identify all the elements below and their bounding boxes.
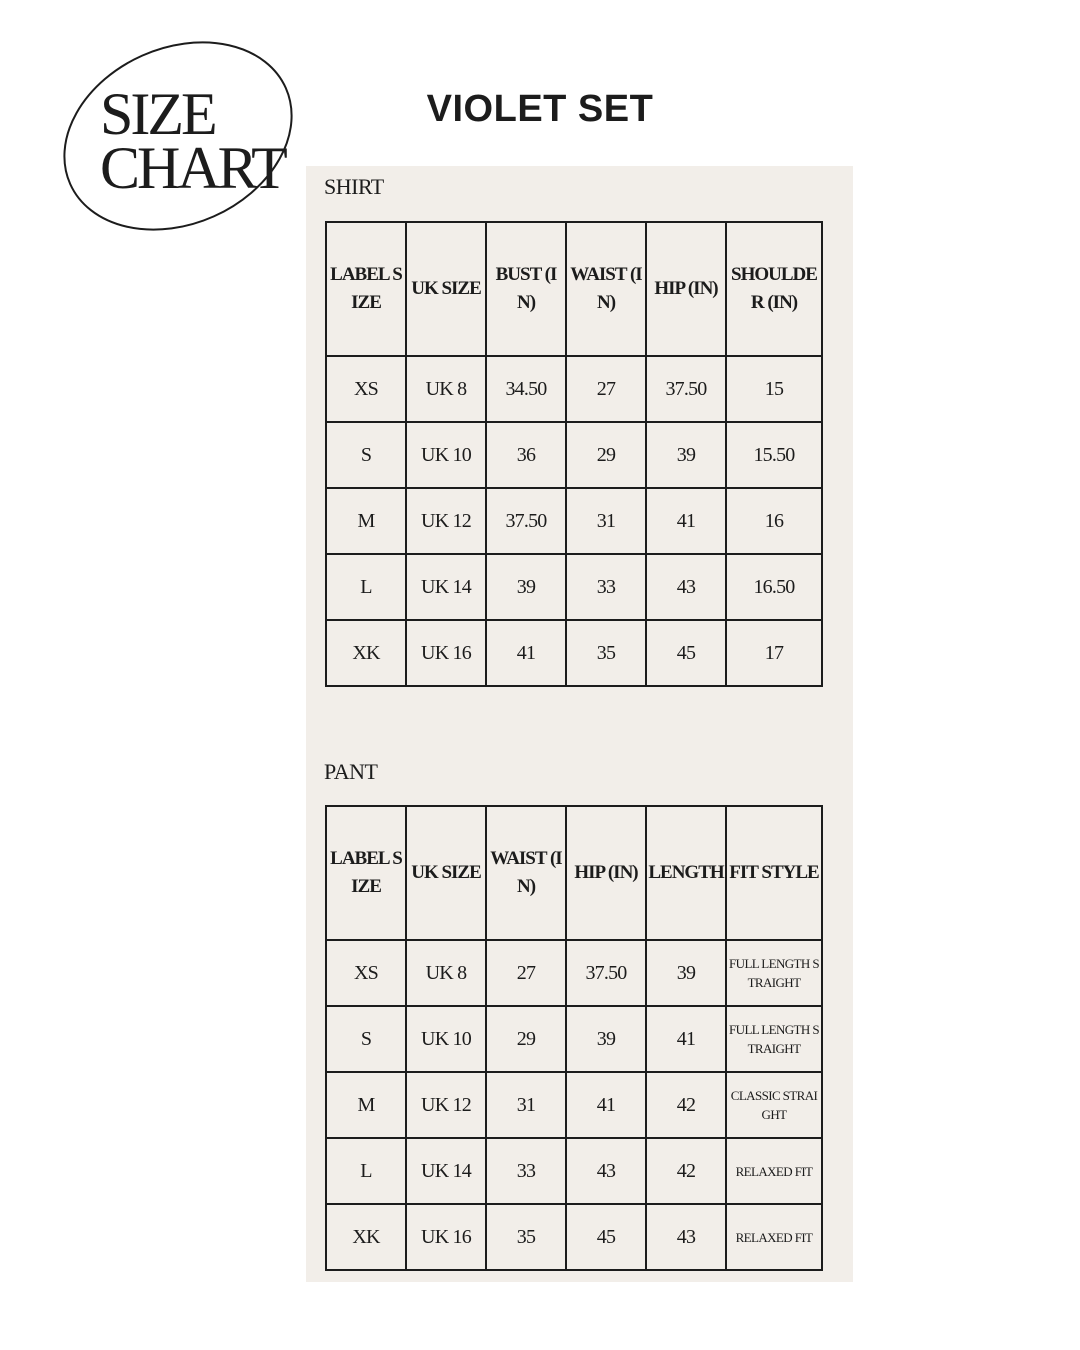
header-cell: UK SIZE <box>406 222 486 356</box>
table-cell: S <box>326 422 406 488</box>
table-cell: UK 10 <box>406 422 486 488</box>
table-cell: RELAXED FIT <box>726 1204 822 1270</box>
table-cell: 36 <box>486 422 566 488</box>
table-cell: UK 14 <box>406 554 486 620</box>
page-title: VIOLET SET <box>426 88 654 130</box>
table-cell: 39 <box>566 1006 646 1072</box>
table-cell: 37.50 <box>646 356 726 422</box>
table-cell: 27 <box>486 940 566 1006</box>
header-cell: WAIST (IN) <box>566 222 646 356</box>
header-cell: FIT STYLE <box>726 806 822 940</box>
table-cell: L <box>326 554 406 620</box>
logo-text-line2: CHART <box>100 135 285 201</box>
table-cell: 31 <box>486 1072 566 1138</box>
table-cell: 33 <box>566 554 646 620</box>
header-cell: WAIST (IN) <box>486 806 566 940</box>
table-cell: 33 <box>486 1138 566 1204</box>
table-cell: 42 <box>646 1138 726 1204</box>
size-chart-logo <box>58 32 308 242</box>
table-cell: XK <box>326 1204 406 1270</box>
table-cell: 41 <box>646 488 726 554</box>
table-row <box>326 554 822 620</box>
table-cell: 43 <box>566 1138 646 1204</box>
header-cell: LABEL SIZE <box>326 806 406 940</box>
pant-size-table <box>325 805 823 1271</box>
table-cell: UK 14 <box>406 1138 486 1204</box>
shirt-section-label: SHIRT <box>324 174 384 199</box>
header-cell: HIP (IN) <box>646 222 726 356</box>
table-cell: 37.50 <box>486 488 566 554</box>
table-cell: 27 <box>566 356 646 422</box>
table-row <box>326 1138 822 1204</box>
table-cell: RELAXED FIT <box>726 1138 822 1204</box>
table-cell: 41 <box>566 1072 646 1138</box>
table-cell: UK 16 <box>406 1204 486 1270</box>
table-cell: 43 <box>646 554 726 620</box>
pant-section-label: PANT <box>324 759 378 784</box>
header-cell: HIP (IN) <box>566 806 646 940</box>
table-row <box>326 1006 822 1072</box>
table-cell: 17 <box>726 620 822 686</box>
table-cell: XK <box>326 620 406 686</box>
table-row <box>326 422 822 488</box>
table-cell: M <box>326 1072 406 1138</box>
table-cell: 41 <box>486 620 566 686</box>
table-cell: 45 <box>646 620 726 686</box>
header-cell: LABEL SIZE <box>326 222 406 356</box>
table-cell: XS <box>326 356 406 422</box>
header-cell: UK SIZE <box>406 806 486 940</box>
table-cell: FULL LENGTH STRAIGHT <box>726 940 822 1006</box>
table-header-row <box>326 222 822 356</box>
header-cell: LENGTH <box>646 806 726 940</box>
table-cell: 35 <box>486 1204 566 1270</box>
table-cell: 15 <box>726 356 822 422</box>
table-cell: 16.50 <box>726 554 822 620</box>
table-cell: 31 <box>566 488 646 554</box>
table-cell: 41 <box>646 1006 726 1072</box>
table-cell: UK 16 <box>406 620 486 686</box>
size-chart-panel <box>306 166 853 1282</box>
table-cell: XS <box>326 940 406 1006</box>
table-row <box>326 1072 822 1138</box>
table-cell: 45 <box>566 1204 646 1270</box>
table-cell: L <box>326 1138 406 1204</box>
header-cell: SHOULDER (IN) <box>726 222 822 356</box>
table-cell: 39 <box>646 422 726 488</box>
table-cell: 34.50 <box>486 356 566 422</box>
logo-text-line1: SIZE <box>100 81 215 147</box>
table-row <box>326 356 822 422</box>
header-cell: BUST (IN) <box>486 222 566 356</box>
table-row <box>326 488 822 554</box>
table-header-row <box>326 806 822 940</box>
table-cell: 29 <box>566 422 646 488</box>
table-cell: 16 <box>726 488 822 554</box>
table-cell: 39 <box>646 940 726 1006</box>
table-cell: 37.50 <box>566 940 646 1006</box>
table-cell: UK 10 <box>406 1006 486 1072</box>
table-row <box>326 620 822 686</box>
table-cell: CLASSIC STRAIGHT <box>726 1072 822 1138</box>
table-cell: UK 8 <box>406 940 486 1006</box>
table-cell: 15.50 <box>726 422 822 488</box>
table-cell: 43 <box>646 1204 726 1270</box>
table-cell: UK 8 <box>406 356 486 422</box>
table-cell: UK 12 <box>406 488 486 554</box>
table-row <box>326 1204 822 1270</box>
table-cell: S <box>326 1006 406 1072</box>
table-cell: FULL LENGTH STRAIGHT <box>726 1006 822 1072</box>
table-cell: M <box>326 488 406 554</box>
table-cell: UK 12 <box>406 1072 486 1138</box>
table-cell: 35 <box>566 620 646 686</box>
table-cell: 42 <box>646 1072 726 1138</box>
shirt-size-table <box>325 221 823 687</box>
table-row <box>326 940 822 1006</box>
table-cell: 39 <box>486 554 566 620</box>
table-cell: 29 <box>486 1006 566 1072</box>
